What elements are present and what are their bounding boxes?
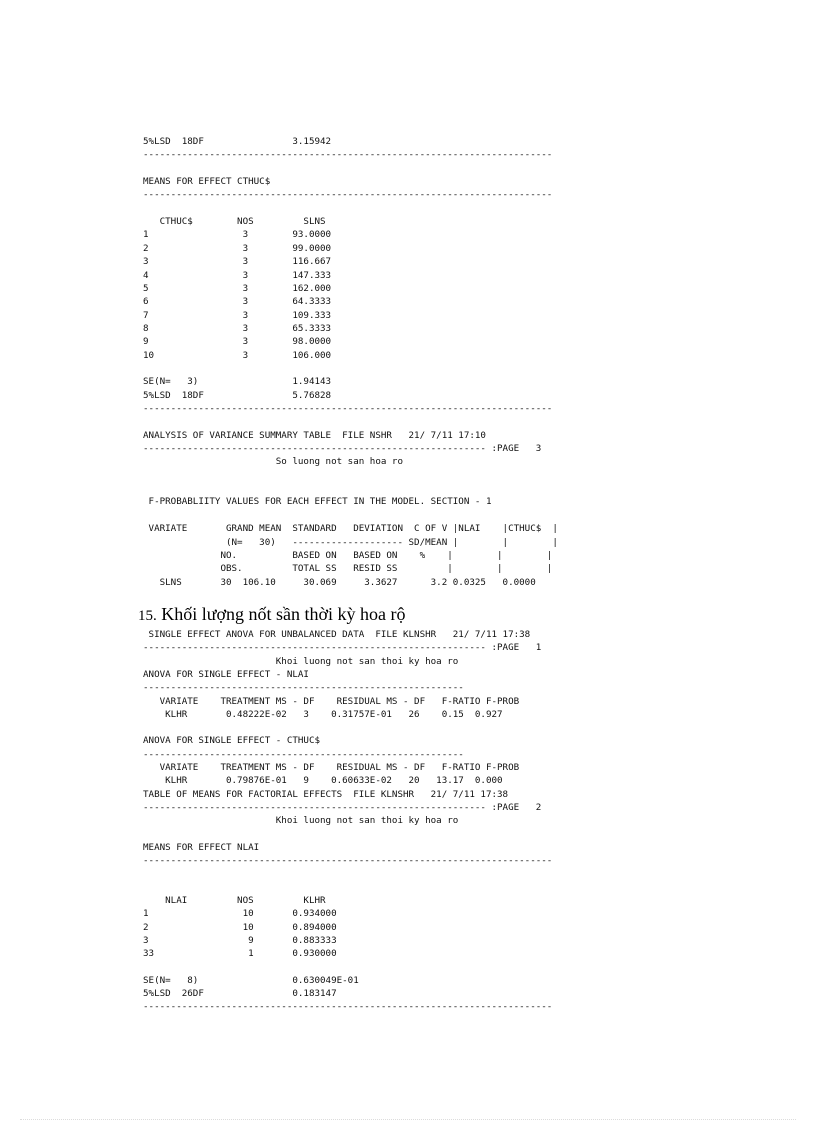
output-line: Khoi luong not san thoi ky hoa ro xyxy=(143,655,459,667)
output-line: 2 3 99.0000 xyxy=(143,242,332,254)
output-line: NO. BASED ON BASED ON % | | | xyxy=(143,549,553,561)
output-line: 1 10 0.934000 xyxy=(143,908,337,920)
output-line: TABLE OF MEANS FOR FACTORIAL EFFECTS FILE KLNSHR 21/ 7/11 17:38 xyxy=(143,788,509,800)
output-line: 5%LSD 18DF 5.76828 xyxy=(143,389,332,401)
output-line: 7 3 109.333 xyxy=(143,309,332,321)
output-line: VARIATE TREATMENT MS - DF RESIDUAL MS - DF F-RATIO F-PROB xyxy=(143,762,520,773)
output-line: 1 3 93.0000 xyxy=(143,229,332,241)
output-line: OBS. TOTAL SS RESID SS | | | xyxy=(143,563,553,575)
output-line: ---------------------------------------------------------- xyxy=(143,682,464,694)
section-title: Khối lượng nốt sần thời kỳ hoa rộ xyxy=(156,604,406,624)
output-line: SE(N= 3) 1.94143 xyxy=(143,376,332,388)
output-line: 5%LSD 26DF 0.183147 xyxy=(143,988,337,1000)
output-line: 33 1 0.930000 xyxy=(143,948,337,960)
output-line: -------------------------------------------------------------- :PAGE 3 xyxy=(143,443,542,455)
output-line: 3 9 0.883333 xyxy=(143,934,337,946)
output-line: ANOVA FOR SINGLE EFFECT - NLAI xyxy=(143,668,309,680)
page-footer-divider xyxy=(20,1119,796,1120)
output-line: MEANS FOR EFFECT NLAI xyxy=(143,841,260,853)
output-line: VARIATE TREATMENT MS - DF RESIDUAL MS - DF F-RATIO F-PROB xyxy=(143,695,520,707)
output-line: F-PROBABLIITY VALUES FOR EACH EFFECT IN THE MODEL. SECTION - 1 xyxy=(143,496,492,508)
output-line: 2 10 0.894000 xyxy=(143,921,337,933)
output-line: 8 3 65.3333 xyxy=(143,322,332,334)
output-line: -------------------------------------------------------------------------- xyxy=(143,403,553,414)
output-line: -------------------------------------------------------------------------- xyxy=(143,855,553,867)
output-line: -------------------------------------------------------------------------- xyxy=(143,189,553,201)
output-line: 6 3 64.3333 xyxy=(143,296,332,308)
output-line: ANOVA FOR SINGLE EFFECT - CTHUC$ xyxy=(143,735,321,747)
output-line: ---------------------------------------------------------- xyxy=(143,748,464,760)
output-line: SLNS 30 106.10 30.069 3.3627 3.2 0.0325 0.0000 xyxy=(143,576,536,588)
output-line: SE(N= 8) 0.630049E-01 xyxy=(143,974,359,986)
output-line: SINGLE EFFECT ANOVA FOR UNBALANCED DATA FILE KLNSHR 21/ 7/11 17:38 xyxy=(143,629,531,640)
output-line: KLHR 0.48222E-02 3 0.31757E-01 26 0.15 0.927 xyxy=(143,708,503,720)
output-line: 5%LSD 18DF 3.15942 xyxy=(143,136,332,147)
output-line: CTHUC$ NOS SLNS xyxy=(143,216,326,228)
output-line: NLAI NOS KLHR xyxy=(143,895,326,906)
section-number: 15. xyxy=(138,608,157,624)
section-heading xyxy=(138,603,406,627)
output-line: -------------------------------------------------------------- :PAGE 2 xyxy=(143,801,542,813)
output-line: MEANS FOR EFFECT CTHUC$ xyxy=(143,176,271,188)
output-line: (N= 30) -------------------- SD/MEAN | | | xyxy=(143,536,558,548)
output-line: 4 3 147.333 xyxy=(143,269,332,281)
output-line: -------------------------------------------------------------- :PAGE 1 xyxy=(143,642,542,654)
output-line: -------------------------------------------------------------------------- xyxy=(143,1001,553,1013)
output-line: 5 3 162.000 xyxy=(143,282,332,294)
output-line: -------------------------------------------------------------------------- xyxy=(143,149,553,161)
output-line: 9 3 98.0000 xyxy=(143,336,332,348)
output-line: 3 3 116.667 xyxy=(143,256,332,268)
output-line: VARIATE GRAND MEAN STANDARD DEVIATION C OF V |NLAI |CTHUC$ | xyxy=(143,523,558,535)
output-line: ANALYSIS OF VARIANCE SUMMARY TABLE FILE NSHR 21/ 7/11 17:10 xyxy=(143,429,486,441)
output-line: KLHR 0.79876E-01 9 0.60633E-02 20 13.17 0.000 xyxy=(143,775,503,787)
output-line: So luong not san hoa ro xyxy=(143,456,403,468)
output-line: Khoi luong not san thoi ky hoa ro xyxy=(143,815,459,827)
output-line: 10 3 106.000 xyxy=(143,349,332,361)
